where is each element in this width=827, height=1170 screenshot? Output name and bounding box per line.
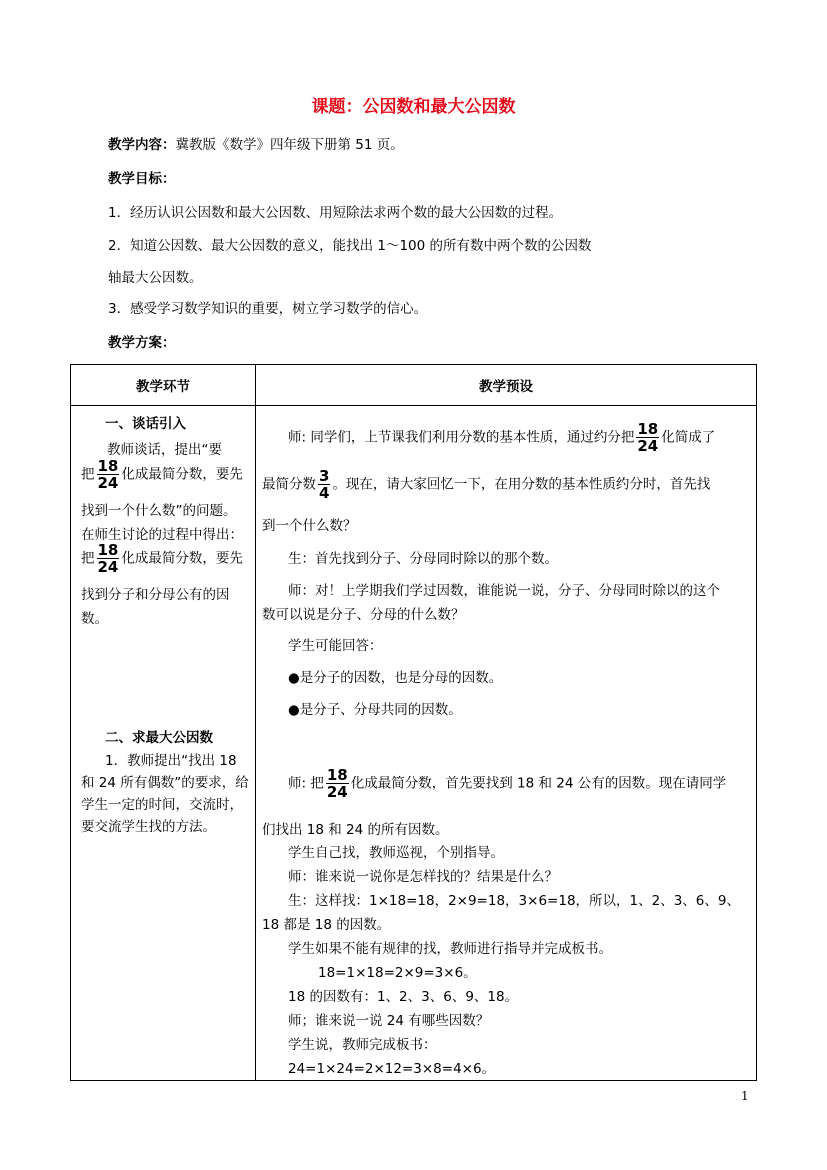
stage-text: 把 — [81, 550, 95, 567]
page-number: 1 — [741, 1089, 749, 1103]
plan-text: 学生可能回答： — [288, 638, 383, 654]
fraction-denominator: 24 — [97, 558, 119, 576]
plan-text: 生：首先找到分子、分母同时除以的那个数。 — [288, 551, 558, 567]
header-stage: 教学环节 — [71, 365, 256, 406]
stage-text: 找到一个什么数”的问题。 — [81, 503, 237, 519]
fraction-18-24 — [97, 458, 120, 491]
plan-text: 师: 把 — [288, 775, 324, 792]
stage-text: 教师谈话，提出“要 — [107, 442, 222, 458]
stage-text: 化成最简分数，要先 — [121, 550, 243, 567]
plan-label: 教学方案： — [108, 335, 176, 351]
goal-item: 轴最大公因数。 — [108, 270, 203, 286]
stage-text: 数。 — [81, 611, 108, 627]
plan-text-fraction-line — [288, 421, 715, 454]
plan-text-fraction-line — [262, 468, 710, 501]
plan-text: 生：这样找：1×18=18，2×9=18，3×6=18，所以，1、2、3、6、9、 — [288, 893, 740, 909]
plan-text: 18 都是 18 的因数。 — [262, 917, 391, 933]
goal-item: 1．经历认识公因数和最大公因数、用短除法求两个数的最大公因数的过程。 — [108, 205, 563, 221]
plan-text: 学生自己找，教师巡视，个别指导。 — [288, 845, 504, 861]
page-title: 课题：公因数和最大公因数 — [311, 97, 516, 117]
stage-text: 找到分子和分母公有的因 — [81, 587, 230, 603]
stage-text: 把 — [81, 466, 95, 483]
fraction-numerator: 3 — [319, 467, 330, 485]
header-plan: 教学预设 — [256, 365, 757, 406]
fraction-18-24 — [326, 767, 349, 800]
teaching-plan-table — [70, 364, 757, 1081]
stage-text-fraction-line — [81, 458, 243, 491]
fraction-numerator: 18 — [97, 457, 119, 475]
plan-text: 数可以说是分子、分母的什么数？ — [262, 607, 465, 623]
content-text: 冀教版《数学》四年级下册第 51 页。 — [175, 137, 404, 153]
fraction-18-24 — [97, 542, 120, 575]
plan-text: 。现在，请大家回忆一下，在用分数的基本性质约分时，首先找 — [332, 476, 711, 493]
fraction-3-4 — [318, 468, 330, 501]
plan-text: 学生说，教师完成板书： — [288, 1037, 437, 1053]
goal-item: 2．知道公因数、最大公因数的意义，能找出 1～100 的所有数中两个数的公因数 — [108, 238, 592, 254]
plan-text: ●是分子的因数，也是分母的因数。 — [288, 670, 503, 686]
plan-text: 最简分数 — [262, 476, 316, 493]
plan-text: 18 的因数有：1、2、3、6、9、18。 — [288, 989, 519, 1005]
fraction-18-24 — [636, 421, 659, 454]
plan-text: 学生如果不能有规律的找，教师进行指导并完成板书。 — [288, 941, 612, 957]
fraction-numerator: 18 — [326, 766, 348, 784]
stage-text: 在师生讨论的过程中得出： — [81, 527, 243, 543]
plan-text: 化简成了 — [661, 429, 716, 446]
stage-text: 1．教师提出“找出 18 和 24 所有偶数”的要求，给学生一定的时间，交流时，要交流学生找的方法。 — [81, 753, 249, 835]
plan-text: 师: 同学们，上节课我们利用分数的基本性质，通过约分把 — [288, 429, 635, 446]
fraction-denominator: 24 — [326, 783, 348, 801]
plan-text: 们找出 18 和 24 的所有因数。 — [262, 822, 449, 838]
section-title: 二、求最大公因数 — [105, 730, 213, 746]
stage-column — [71, 406, 256, 1081]
plan-column — [256, 406, 757, 1081]
stage-text: 化成最简分数，要先 — [121, 466, 243, 483]
goal-item: 3．感受学习数学知识的重要，树立学习数学的信心。 — [108, 301, 428, 317]
content-label: 教学内容： — [108, 137, 176, 153]
content-line — [108, 133, 404, 153]
plan-text: 化成最简分数，首先要找到 18 和 24 公有的因数。现在请同学 — [350, 775, 727, 792]
plan-text: 师：谁来说一说你是怎样找的？结果是什么？ — [288, 869, 558, 885]
plan-text: ●是分子、分母共同的因数。 — [288, 702, 462, 718]
plan-text: 师：对！上学期我们学过因数，谁能说一说，分子、分母同时除以的这个 — [288, 583, 720, 599]
plan-text: 到一个什么数？ — [262, 518, 357, 534]
fraction-denominator: 24 — [97, 474, 119, 492]
plan-text: 18=1×18=2×9=3×6。 — [318, 965, 477, 981]
stage-text-fraction-line — [81, 542, 243, 575]
fraction-numerator: 18 — [637, 420, 659, 438]
plan-text: 24=1×24=2×12=3×8=4×6。 — [288, 1061, 496, 1077]
section-title: 一、谈话引入 — [105, 416, 186, 432]
plan-text-fraction-line — [288, 767, 726, 800]
fraction-numerator: 18 — [97, 541, 119, 559]
plan-text: 师；谁来说一说 24 有哪些因数？ — [288, 1013, 490, 1029]
fraction-denominator: 24 — [637, 437, 659, 455]
goals-label: 教学目标： — [108, 171, 176, 187]
fraction-denominator: 4 — [319, 484, 330, 502]
